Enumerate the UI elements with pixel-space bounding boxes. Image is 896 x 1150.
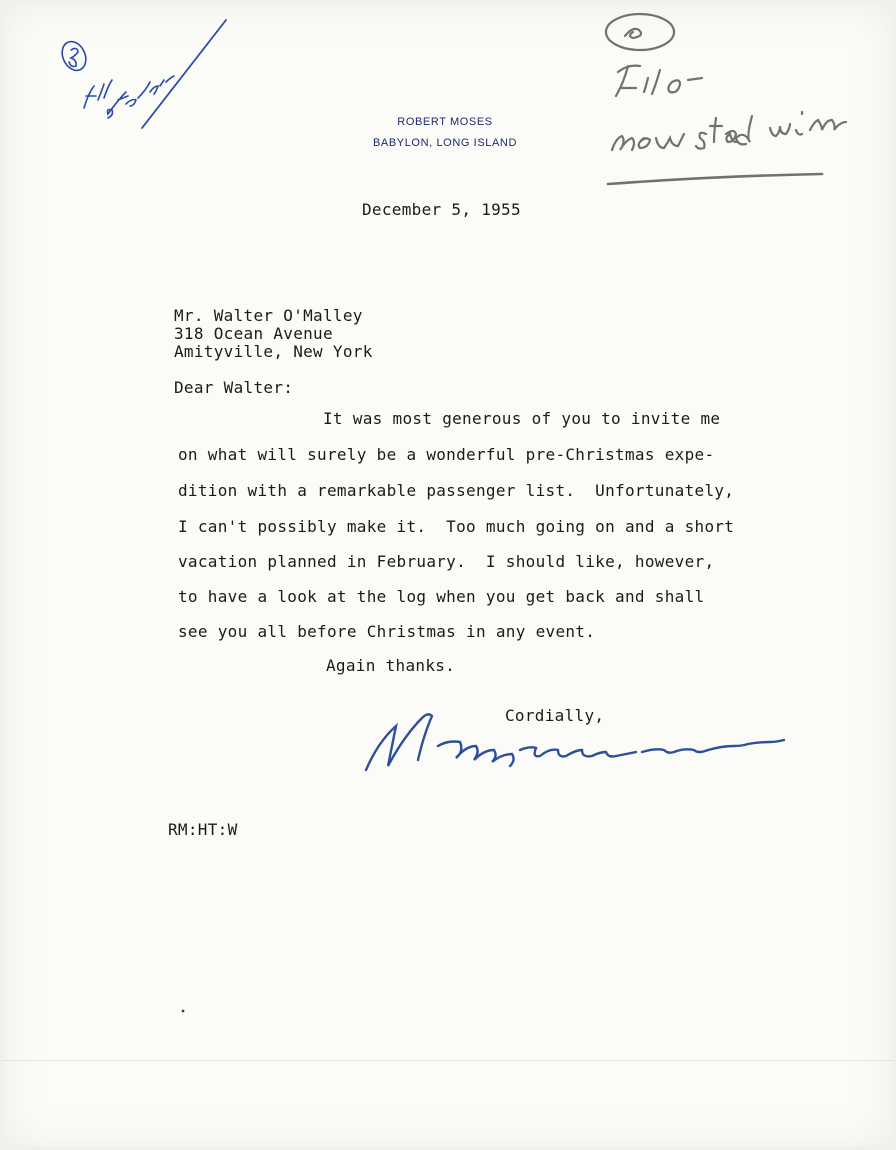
signature: [366, 714, 784, 770]
pencil-note: [606, 14, 846, 184]
recipient-street: 318 Ocean Avenue: [174, 324, 333, 343]
body-line: dition with a remarkable passenger list. Unfortunately,: [178, 481, 735, 500]
body-line: see you all before Christmas in any event.: [178, 622, 596, 641]
body-line: vacation planned in February. I should like, however,: [178, 552, 715, 571]
typist-initials: RM:HT:W: [168, 820, 238, 839]
body-line: to have a look at the log when you get back and shall: [178, 587, 705, 606]
blue-ink-note: [58, 20, 226, 128]
recipient-city: Amityville, New York: [174, 342, 373, 361]
salutation: Dear Walter:: [174, 378, 294, 397]
ink-dot: [182, 1010, 185, 1013]
letterhead-location: BABYLON, LONG ISLAND: [372, 137, 518, 149]
closing-thanks: Again thanks.: [326, 656, 456, 675]
body-line: I can't possibly make it. Too much going on and a short: [178, 517, 735, 536]
letter-date: December 5, 1955: [362, 200, 521, 219]
letterhead-name: ROBERT MOSES: [397, 116, 493, 128]
body-line: on what will surely be a wonderful pre-Christmas expe-: [178, 445, 715, 464]
body-line: It was most generous of you to invite me: [323, 409, 721, 428]
closing: Cordially,: [505, 706, 605, 725]
recipient-name: Mr. Walter O'Malley: [174, 306, 363, 325]
